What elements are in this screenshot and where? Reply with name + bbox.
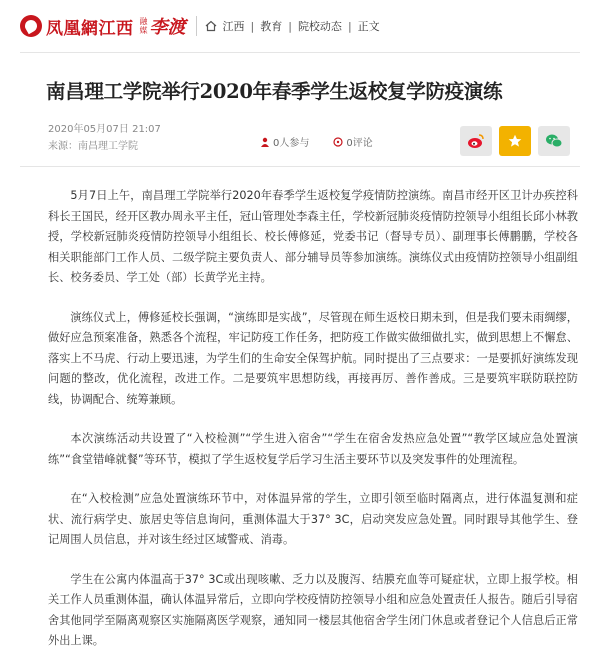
breadcrumb-jiangxi[interactable]: 江西 xyxy=(222,20,245,33)
breadcrumb-school-news[interactable]: 院校动态 xyxy=(297,20,342,33)
header-divider xyxy=(196,16,197,36)
top-bar xyxy=(0,0,600,52)
header-rule xyxy=(20,52,580,53)
comments-label: 0评论 xyxy=(346,138,373,149)
favorite-button[interactable] xyxy=(499,126,531,156)
breadcrumb xyxy=(205,18,380,34)
article-paragraph: 学生在公寓内体温高于37° 3C或出现咳嗽、乏力以及腹泻、结膜充血等可疑症状，立即上报学校。相关工作人员重测体温，确认体温异常后，立即向学校疫情防控领导小组和应急处置责任人报告。随后引导宿舍其他同学至隔离观察区实施隔离医学观察，通知同一楼层其他宿舍学生闭门休息或者登记个人信息后正常外出上课。 xyxy=(48,572,578,647)
share-weibo-button[interactable] xyxy=(460,126,492,156)
article-body xyxy=(48,186,578,671)
article-datetime: 2020年05月07日 21:07 xyxy=(48,124,161,135)
breadcrumb-education[interactable]: 教育 xyxy=(260,20,283,33)
breadcrumb-separator-icon: | xyxy=(288,19,292,33)
participants-count[interactable] xyxy=(260,134,309,149)
person-icon xyxy=(260,137,270,147)
breadcrumb-separator-icon: | xyxy=(250,19,255,33)
wechat-icon xyxy=(545,133,563,149)
site-logo[interactable] xyxy=(20,13,186,39)
comment-icon xyxy=(333,137,343,147)
article-paragraph: 本次演练活动共设置了“入校检测”“学生进入宿舍”“学生在宿舍发热应急处置”“教学区域应急处置演练”“食堂错峰就餐”等环节，模拟了学生返校复学后学习生活主要环节以及突发事件的处理流程。 xyxy=(48,432,578,466)
article-stats xyxy=(260,134,373,149)
partner-logo-text: 李渡 xyxy=(149,17,186,38)
comments-count[interactable] xyxy=(333,134,372,149)
article-source: 来源：南昌理工学院 xyxy=(48,141,138,152)
star-icon xyxy=(508,134,522,148)
partner-logo-small: 融媒 xyxy=(139,17,148,35)
share-wechat-button[interactable] xyxy=(538,126,570,156)
breadcrumb-current: 正文 xyxy=(357,20,380,33)
article-title: 南昌理工学院举行2020年春季学生返校复学防疫演练 xyxy=(46,80,503,103)
article-paragraph: 演练仪式上，傅修延校长强调，“演练即是实战”，尽管现在师生返校日期未到，但是我们要未雨绸缪，做好应急预案准备，熟悉各个流程，牢记防疫工作任务，把防疫工作做实做细做扎实，做到思想上不懈怠、落实上不马虎、行动上要迅速，为学生们的生命安全保驾护航。同时提出了三点要求：一是要抓好演练发现问题的整改，优化流程，改进工作。二是要筑牢思想防线，再接再厉、善作善成。三是要筑牢联防联控防线，协调配合、统筹兼顾。 xyxy=(48,310,578,406)
weibo-icon xyxy=(467,133,485,149)
meta-rule xyxy=(20,166,580,167)
site-logo-text: 凤凰網江西 xyxy=(46,18,134,39)
article-paragraph: 在“入校检测”应急处置演练环节中，对体温异常的学生，立即引领至临时隔离点，进行体温复测和症状、流行病学史、旅居史等信息询问，重测体温大于37° 3C，启动突发应急处置。同时跟导其他学生、登记周围人员信息，并对该生经过区域警戒、消毒。 xyxy=(48,492,578,546)
breadcrumb-separator-icon: | xyxy=(347,19,352,33)
partner-logo xyxy=(140,13,186,39)
home-icon[interactable] xyxy=(205,20,217,32)
article-paragraph: 5月7日上午，南昌理工学院举行2020年春季学生返校复学疫情防控演练。南昌市经开区卫计办疾控科科长王国民，经开区教办周永平主任，冠山管理处李森主任，学校新冠肺炎疫情防控领导小组组长邱小林教授，学校新冠肺炎疫情防控领导小组组长、校长傅修延，党委书记（督导专员）、副理事长傅鹏鹏，学校各相关职能部门工作人员、二级学院主要负责人、部分辅导员等参加演练。演练仪式由疫情防控领导小组副组长、校务委员、学工处（部）长黄学光主持。 xyxy=(48,189,578,284)
phoenix-logo-icon xyxy=(20,15,42,37)
participants-label: 0人参与 xyxy=(273,138,310,149)
